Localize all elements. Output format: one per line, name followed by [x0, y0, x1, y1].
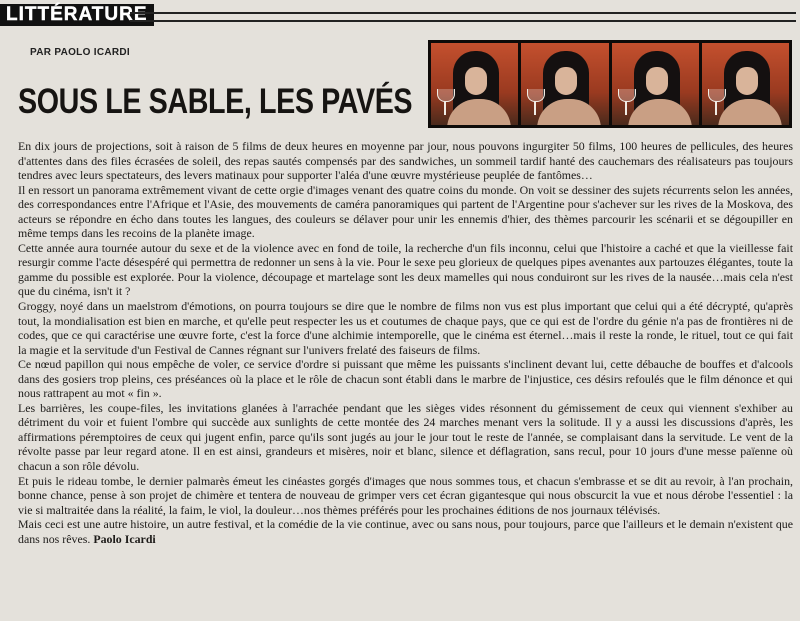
- film-stills-strip: [428, 40, 792, 128]
- section-rubric: LITTÉRATURE: [0, 4, 154, 26]
- article-body: [18, 139, 793, 546]
- author-signature: Paolo Icardi: [93, 531, 156, 546]
- film-still: [521, 43, 608, 125]
- paragraph: Et puis le rideau tombe, le dernier palmarès émeut les cinéastes gorgés d'images que nous sommes tous, et chacun s'embrasse et se dit au revoir, à l'an prochain, bonne chance, pense à son projet de chimère et tentera de nouveau de grimper vers cet écran gigantesque qui nous obscurcit la vue et nous dérobe l'essentiel : la vie si maltraitée dans la réalité, la faim, le viol, la douleur…nos thèmes préférés pour les prochaines éditions de nos journaux télévisés.: [18, 473, 793, 517]
- article-headline: SOUS LE SABLE, LES PAVÉS: [18, 82, 413, 121]
- rubric-rule: [130, 12, 796, 22]
- paragraph-text: Mais ceci est une autre histoire, un autre festival, et la comédie de la vie continue, avec ou sans nous, pour toujours, parce que l'ailleurs et le demain n'existent que dans nos rêves.: [18, 517, 793, 546]
- film-still: [431, 43, 518, 125]
- byline: PAR PAOLO ICARDI: [30, 47, 130, 58]
- paragraph: Les barrières, les coupe-files, les invitations glanées à l'arrachée pendant que les sièges vides résonnent du gémissement de ceux qui viennent s'exhiber au détriment du voir et fuient l'ombre qui succède aux sunlights de cette montée des 24 marches menant vers la solitude. Il y a aussi les discussions d'après, les affirmations péremptoires de ceux qui jugent enfin, parce qu'ils sont jugés au jour le jour tout le reste de l'année, se complaisant dans la servitude. Le vent de la révolte passe par leur regard atone. Il en est ainsi, grandeurs et misères, noir et blanc, silence et déflagration, sans recul, pour 10 jours d'une messe païenne où chacun a son rôle dévolu.: [18, 400, 793, 474]
- film-still: [612, 43, 699, 125]
- paragraph: Ce nœud papillon qui nous empêche de voler, ce service d'ordre si puissant que même les puissants s'inclinent devant lui, cette débauche de bouffes et d'alcools dans des gosiers trop pleins, ces préséances où la place et le rôle de chacun sont établi dans le marbre de l'injustice, ces désirs refoulés que le film dénonce et qui nous rattrapent au mot « fin ».: [18, 357, 793, 401]
- last-paragraph: [18, 517, 793, 546]
- paragraph: Il en ressort un panorama extrêmement vivant de cette orgie d'images venant des quatre coins du monde. On voit se dessiner des sujets récurrents selon les années, des correspondances entre l'Afrique et l'Asie, des mouvements de caméra panoramiques qui partent de l'Argentine pour s'achever sur les rives de la Moskova, des acteurs se répondre en écho dans toutes les langues, des couleurs se délaver pour unir les ennemis d'hier, des thèmes parcourir les scénarii et se dégoupiller en même temps dans les recoins de la planète image.: [18, 182, 793, 241]
- paragraph: En dix jours de projections, soit à raison de 5 films de deux heures en moyenne par jour, nous pouvons ingurgiter 50 films, 100 heures de pellicules, des heures d'attentes dans des files écrasées de soleil, des repas sautés compensés par des sandwiches, un sommeil tardif hanté des cauchemars des réalisateurs pas toujours tendres avec leurs spectateurs, des levers matinaux pour supporter l'aléa d'une œuvre mystérieuse peuplée de fantômes…: [18, 139, 793, 183]
- paragraph: Cette année aura tournée autour du sexe et de la violence avec en fond de toile, la recherche d'un fils inconnu, celui que l'histoire a caché et que la vieillesse fait resurgir comme l'acte désespéré qui permettra de redonner un sens à la vie. Pour le sexe peu glorieux de quelques pipes avenantes aux partouzes élégantes, toute la gamme du possible est explorée. Pour la violence, découpage et martelage sont les deux mamelles qui nous conduiront sur les rives de la nausée…mais cela n'est que du cinéma, isn't it ?: [18, 240, 793, 299]
- film-still: [702, 43, 789, 125]
- paragraph: Groggy, noyé dans un maelstrom d'émotions, on pourra toujours se dire que le nombre de films non vus est plus important que celui qui a été décrypté, qu'après tout, la mondialisation est bien en marche, et qu'elle peut respecter les us et coutumes de chaque pays, que ce qui est de l'ordre du génie n'a pas de frontières ni de codes, que ce qui caractérise une œuvre forte, c'est la force d'une alchimie intemporelle, que le cinéma est éternel…mais il reste la ronde, le rituel, tout ce qui fait la magie et la servitude d'un Festival de Cannes régnant sur l'univers frelaté des faiseurs de films.: [18, 299, 793, 357]
